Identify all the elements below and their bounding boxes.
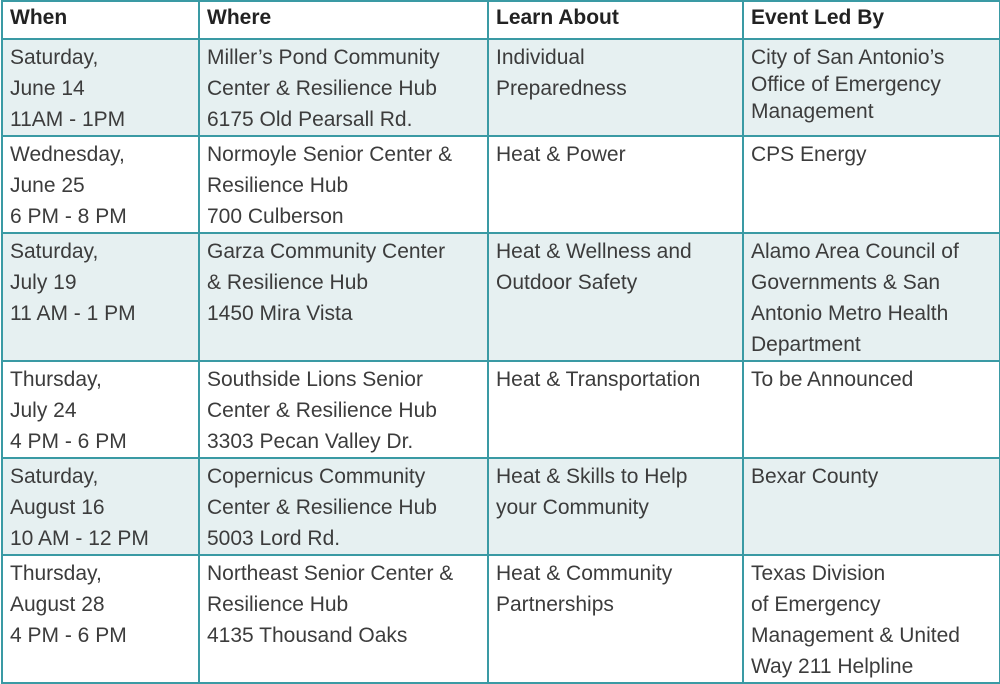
learn-line: Heat & Community: [496, 562, 673, 585]
when-line: August 16: [10, 496, 105, 519]
led-by-line: To be Announced: [751, 368, 914, 391]
where-line: 4135 Thousand Oaks: [207, 624, 408, 647]
led-by-line: Management & United: [751, 624, 960, 647]
when-line: July 19: [10, 271, 77, 294]
learn-line: Preparedness: [496, 77, 627, 100]
table-row: [2, 361, 1000, 458]
led-by-line: of Emergency: [751, 593, 881, 616]
where-line: Southside Lions Senior: [207, 368, 423, 391]
when-cell: [2, 361, 199, 458]
where-line: Center & Resilience Hub: [207, 399, 437, 422]
when-line: Saturday,: [10, 240, 99, 263]
when-line: June 25: [10, 174, 85, 197]
learn-line: Heat & Wellness and: [496, 240, 692, 263]
table-row: [2, 555, 1000, 683]
when-line: 6 PM - 8 PM: [10, 205, 127, 228]
table-row: [2, 39, 1000, 136]
where-line: Copernicus Community: [207, 465, 426, 488]
when-line: Wednesday,: [10, 143, 125, 166]
header-where: Where: [199, 1, 488, 39]
learn-cell: [488, 361, 743, 458]
when-line: 11AM - 1PM: [10, 108, 126, 131]
where-cell: [199, 555, 488, 683]
header-when: When: [2, 1, 199, 39]
table-row: [2, 458, 1000, 555]
where-line: 3303 Pecan Valley Dr.: [207, 430, 414, 453]
when-cell: [2, 233, 199, 361]
led-by-cell: [743, 233, 1000, 361]
header-learn-about: Learn About: [488, 1, 743, 39]
when-line: July 24: [10, 399, 77, 422]
when-line: Thursday,: [10, 368, 102, 391]
table-row: [2, 233, 1000, 361]
led-by-line: Alamo Area Council of: [751, 240, 959, 263]
when-cell: [2, 555, 199, 683]
where-cell: [199, 361, 488, 458]
learn-line: Partnerships: [496, 593, 614, 616]
learn-line: your Community: [496, 496, 649, 519]
led-by-cell: [743, 555, 1000, 683]
where-line: 5003 Lord Rd.: [207, 527, 341, 550]
led-by-line: Way 211 Helpline: [751, 655, 914, 678]
when-line: Saturday,: [10, 465, 99, 488]
table-row: [2, 136, 1000, 233]
when-cell: [2, 39, 199, 136]
where-cell: [199, 136, 488, 233]
where-line: Miller’s Pond Community: [207, 46, 440, 69]
led-by-line: City of San Antonio’s: [751, 46, 945, 69]
learn-cell: [488, 233, 743, 361]
where-line: & Resilience Hub: [207, 271, 369, 294]
learn-cell: [488, 136, 743, 233]
learn-line: Heat & Power: [496, 143, 626, 166]
when-line: Thursday,: [10, 562, 102, 585]
where-line: 700 Culberson: [207, 205, 344, 228]
led-by-line: Governments & San: [751, 271, 941, 294]
when-cell: [2, 458, 199, 555]
where-line: Resilience Hub: [207, 174, 349, 197]
led-by-line: Antonio Metro Health: [751, 302, 949, 325]
learn-line: Individual: [496, 46, 585, 69]
led-by-line: Office of Emergency: [751, 73, 941, 96]
led-by-cell: [743, 458, 1000, 555]
led-by-cell: [743, 361, 1000, 458]
when-cell: [2, 136, 199, 233]
when-line: 10 AM - 12 PM: [10, 527, 149, 550]
when-line: Saturday,: [10, 46, 99, 69]
led-by-line: Bexar County: [751, 465, 879, 488]
where-line: Center & Resilience Hub: [207, 77, 437, 100]
led-by-cell: [743, 39, 1000, 136]
led-by-line: CPS Energy: [751, 143, 867, 166]
when-line: 11 AM - 1 PM: [10, 302, 136, 325]
when-line: August 28: [10, 593, 105, 616]
where-line: 1450 Mira Vista: [207, 302, 353, 325]
learn-line: Outdoor Safety: [496, 271, 638, 294]
events-table: [1, 0, 1000, 684]
learn-cell: [488, 39, 743, 136]
learn-cell: [488, 555, 743, 683]
learn-line: Heat & Transportation: [496, 368, 701, 391]
where-line: 6175 Old Pearsall Rd.: [207, 108, 413, 131]
when-line: June 14: [10, 77, 85, 100]
where-line: Northeast Senior Center &: [207, 562, 454, 585]
led-by-line: Texas Division: [751, 562, 886, 585]
where-line: Resilience Hub: [207, 593, 349, 616]
led-by-line: Department: [751, 333, 861, 356]
where-line: Garza Community Center: [207, 240, 446, 263]
where-cell: [199, 39, 488, 136]
where-line: Center & Resilience Hub: [207, 496, 437, 519]
when-line: 4 PM - 6 PM: [10, 624, 127, 647]
where-cell: [199, 233, 488, 361]
when-line: 4 PM - 6 PM: [10, 430, 127, 453]
learn-line: Heat & Skills to Help: [496, 465, 688, 488]
where-line: Normoyle Senior Center &: [207, 143, 453, 166]
header-event-led-by: Event Led By: [743, 1, 1000, 39]
learn-cell: [488, 458, 743, 555]
led-by-line: Management: [751, 100, 874, 123]
led-by-cell: [743, 136, 1000, 233]
where-cell: [199, 458, 488, 555]
header-row: [2, 1, 1000, 39]
